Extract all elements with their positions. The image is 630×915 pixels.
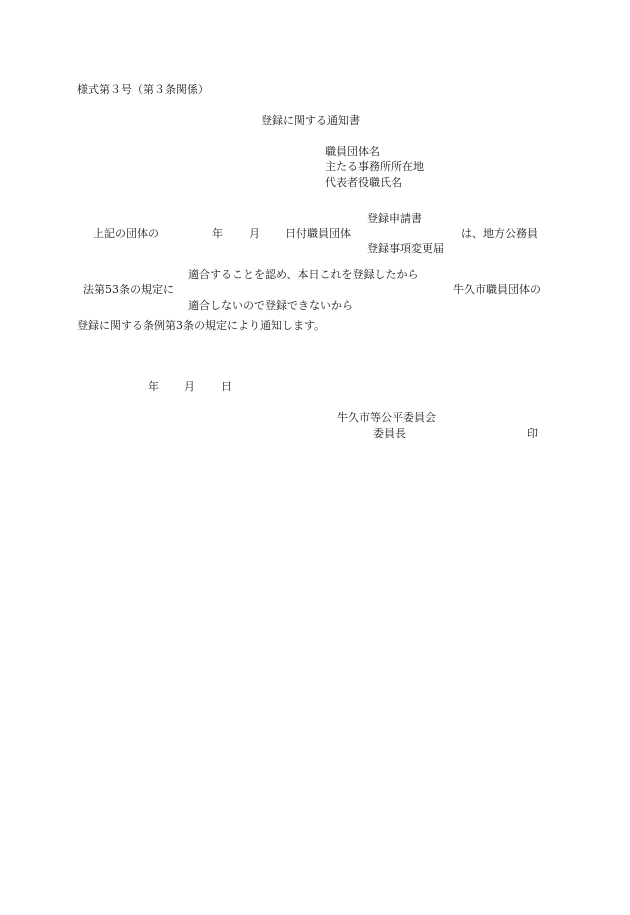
body-line2-suffix: 牛久市職員団体の	[453, 283, 541, 296]
issuer-committee: 牛久市等公平委員会	[337, 411, 436, 424]
body-line1-prefix: 上記の団体の	[93, 227, 159, 240]
option-application: 登録申請書	[367, 212, 422, 225]
form-number: 様式第３号（第３条関係）	[77, 83, 209, 96]
body-month: 月	[249, 227, 260, 240]
option-change: 登録事項変更届	[367, 242, 444, 255]
seal-mark: 印	[527, 427, 538, 440]
body-day-suffix: 日付職員団体	[285, 227, 351, 240]
option-compliant: 適合することを認め、本日これを登録したから	[188, 268, 419, 281]
office-location-label: 主たる事務所所在地	[325, 160, 424, 173]
date-year: 年	[148, 380, 159, 393]
body-line1-suffix: は、地方公務員	[461, 227, 538, 240]
body-year: 年	[212, 227, 223, 240]
issuer-chair-title: 委員長	[373, 427, 406, 440]
representative-label: 代表者役職氏名	[325, 176, 402, 189]
body-line3: 登録に関する条例第3条の規定により通知します。	[77, 319, 326, 332]
body-line2-prefix: 法第53条の規定に	[83, 283, 174, 296]
organization-name-label: 職員団体名	[325, 145, 380, 158]
document-title: 登録に関する通知書	[261, 114, 360, 127]
date-day: 日	[221, 380, 232, 393]
date-month: 月	[184, 380, 195, 393]
option-noncompliant: 適合しないので登録できないから	[188, 299, 353, 312]
